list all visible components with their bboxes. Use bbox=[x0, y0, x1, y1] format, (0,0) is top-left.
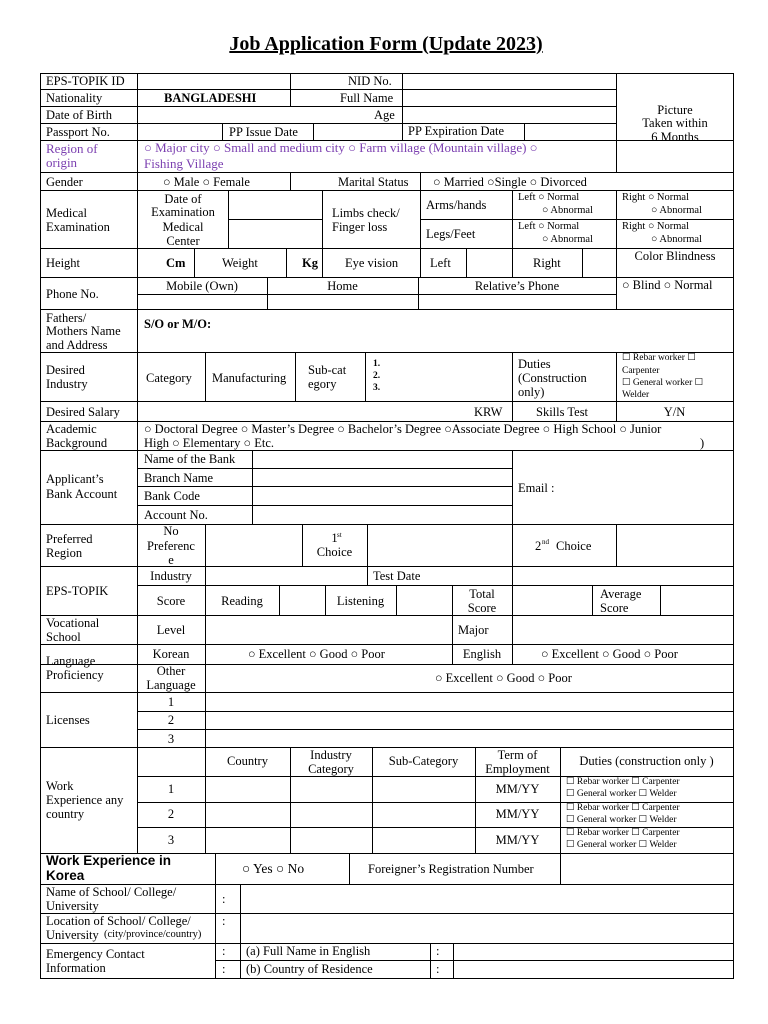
grid-line bbox=[279, 585, 280, 616]
label-eps-topik: EPS-TOPIK bbox=[46, 584, 109, 598]
label-vocational-school: Vocational bbox=[46, 616, 100, 630]
label-industry-category: Industry bbox=[310, 748, 352, 762]
label-desired-industry: Industry bbox=[46, 377, 88, 391]
label-medical-examination: Medical bbox=[46, 206, 87, 220]
grid-line bbox=[40, 106, 617, 107]
label-limbs-check: Limbs check/ bbox=[332, 206, 400, 220]
grid-line bbox=[290, 89, 291, 107]
label-region-of-origin: origin bbox=[46, 155, 78, 170]
label-region-of-origin: Region of bbox=[46, 141, 98, 156]
label-total-score: Score bbox=[467, 601, 497, 615]
duty-general-checkbox[interactable]: ☐ General worker ☐ bbox=[622, 378, 704, 388]
grid-line bbox=[430, 943, 431, 979]
grid-line bbox=[322, 248, 323, 278]
grid-line bbox=[512, 566, 513, 586]
grid-line bbox=[205, 615, 206, 645]
work-row-1: 1 bbox=[167, 782, 175, 796]
academic-options[interactable]: ○ Doctoral Degree ○ Master’s Degree ○ Bachelor’s Degree ○Associate Degree ○ High School ○ Junior bbox=[144, 422, 662, 436]
license-row-1: 1 bbox=[167, 695, 175, 709]
label-school-name: Name of School/ College/ bbox=[46, 885, 177, 899]
label-other-language: Language bbox=[146, 678, 196, 692]
label-sub-category-2: Sub-Category bbox=[388, 754, 459, 768]
label-location-hint: (city/province/country) bbox=[104, 929, 202, 940]
legs-left-abnormal[interactable]: ○ Abnormal bbox=[542, 234, 593, 245]
label-parents: Fathers/ bbox=[46, 311, 87, 325]
label-second-choice: 2 bbox=[535, 539, 542, 553]
nationality-value: BANGLADESHI bbox=[164, 91, 257, 105]
label-passport-no: Passport No. bbox=[46, 125, 110, 139]
grid-line bbox=[205, 352, 206, 402]
grid-line bbox=[40, 89, 617, 90]
grid-line bbox=[512, 352, 513, 402]
label-home: Home bbox=[327, 279, 358, 293]
label-listening: Listening bbox=[336, 594, 385, 608]
grid-line bbox=[512, 248, 513, 278]
grid-line bbox=[137, 73, 138, 141]
label-limbs-check: Finger loss bbox=[332, 220, 388, 234]
form-title: Job Application Form (Update 2023) bbox=[229, 33, 543, 55]
grid-line bbox=[40, 309, 734, 310]
label-no-preference: No bbox=[163, 524, 179, 538]
industry-choice-2: 2. bbox=[373, 371, 381, 381]
duty-carpenter-checkbox[interactable]: Carpenter bbox=[622, 366, 660, 376]
label-date-of-examination: Examination bbox=[151, 205, 215, 219]
grid-line bbox=[295, 352, 296, 402]
label-duties: only) bbox=[518, 385, 545, 399]
label-academic-background: Academic bbox=[46, 422, 97, 436]
label-weight: Weight bbox=[222, 256, 258, 270]
grid-line bbox=[453, 943, 454, 979]
grid-line bbox=[512, 190, 513, 249]
korea-yes-no-options[interactable]: ○ Yes ○ No bbox=[242, 861, 305, 876]
grid-line bbox=[290, 73, 291, 90]
label-vocational-school: School bbox=[46, 630, 81, 644]
grid-line bbox=[137, 140, 138, 173]
grid-line bbox=[560, 853, 561, 885]
label-work-experience: Experience any bbox=[46, 793, 124, 807]
grid-line bbox=[733, 73, 734, 979]
label-other-language: Other bbox=[156, 664, 186, 678]
label-medical-center: Center bbox=[166, 234, 200, 248]
label-average-score: Average bbox=[600, 587, 642, 601]
work-3-duty-general-welder[interactable]: ☐ General worker ☐ Welder bbox=[566, 840, 677, 850]
grid-line bbox=[616, 190, 617, 249]
colon: : bbox=[222, 944, 226, 958]
label-preferred-region: Preferred bbox=[46, 532, 93, 546]
label-average-score: Score bbox=[600, 601, 629, 615]
label-term-of-employment: Term of bbox=[497, 748, 538, 762]
picture-label: 6 Months bbox=[651, 130, 699, 144]
grid-line bbox=[137, 711, 734, 712]
label-cm: Cm bbox=[166, 256, 186, 270]
label-reading: Reading bbox=[221, 594, 263, 608]
label-pp-expiration-date: PP Expiration Date bbox=[408, 124, 505, 138]
work-2-duty-rebar-carpenter[interactable]: ☐ Rebar worker ☐ Carpenter bbox=[566, 803, 680, 813]
grid-line bbox=[40, 615, 734, 616]
label-english: English bbox=[462, 647, 502, 661]
grid-line bbox=[322, 190, 323, 249]
grid-line bbox=[205, 692, 206, 748]
arms-right-abnormal[interactable]: ○ Abnormal bbox=[651, 205, 702, 216]
label-duties: (Construction bbox=[518, 371, 587, 385]
label-desired-industry: Desired bbox=[46, 363, 85, 377]
label-kg: Kg bbox=[302, 256, 318, 270]
colon: : bbox=[222, 914, 226, 928]
label-eye-left: Left bbox=[430, 256, 451, 270]
label-branch-name: Branch Name bbox=[144, 471, 214, 485]
gender-options[interactable]: ○ Male ○ Female bbox=[163, 175, 250, 189]
grid-line bbox=[616, 524, 617, 567]
grid-line bbox=[205, 644, 206, 693]
grid-line bbox=[512, 615, 513, 645]
industry-choice-3: 3. bbox=[373, 383, 381, 393]
grid-line bbox=[40, 692, 734, 693]
grid-line bbox=[40, 73, 41, 979]
work-row-3: 3 bbox=[167, 833, 175, 847]
grid-line bbox=[40, 747, 734, 748]
grid-line bbox=[205, 566, 206, 586]
skills-test-yn[interactable]: Y/N bbox=[663, 405, 686, 419]
label-applicant-bank: Applicant’s bbox=[46, 472, 104, 486]
grid-line bbox=[582, 248, 583, 278]
colon: : bbox=[222, 962, 226, 976]
label-school-name: University bbox=[46, 899, 99, 913]
grid-line bbox=[137, 352, 138, 402]
label-school-location: University bbox=[46, 928, 99, 942]
grid-line bbox=[40, 190, 734, 191]
color-blindness-options[interactable]: ○ Blind ○ Normal bbox=[622, 278, 713, 292]
label-language-proficiency: Language bbox=[46, 654, 96, 668]
legs-left-options[interactable]: Left ○ Normal bbox=[518, 221, 580, 232]
grid-line bbox=[524, 123, 525, 141]
label-term-of-employment: Employment bbox=[485, 762, 550, 776]
grid-line bbox=[40, 978, 734, 979]
grid-line bbox=[40, 644, 734, 645]
grid-line bbox=[290, 172, 291, 191]
grid-line bbox=[194, 248, 195, 278]
grid-line bbox=[367, 566, 368, 586]
grid-line bbox=[592, 585, 593, 616]
label-foreigners-registration-number: Foreigner’s Registration Number bbox=[368, 862, 534, 876]
grid-line bbox=[402, 123, 403, 141]
arms-left-options[interactable]: Left ○ Normal bbox=[518, 192, 580, 203]
grid-line bbox=[137, 401, 138, 422]
grid-line bbox=[137, 585, 734, 586]
work-row-3-mmyy: MM/YY bbox=[495, 833, 540, 847]
label-level: Level bbox=[156, 623, 186, 637]
second-choice-sup: nd bbox=[542, 538, 549, 546]
label-no-preference: e bbox=[168, 553, 174, 567]
label-skills-test: Skills Test bbox=[536, 405, 589, 419]
label-medical-examination: Examination bbox=[46, 220, 110, 234]
grid-line bbox=[367, 524, 368, 567]
label-first-choice: 1 bbox=[331, 531, 338, 545]
label-preferred-region: Region bbox=[46, 546, 83, 560]
label-date-of-examination: Date of bbox=[164, 192, 202, 206]
legs-right-options[interactable]: Right ○ Normal bbox=[622, 221, 690, 232]
label-so-mo: S/O or M/O: bbox=[144, 317, 212, 331]
grid-line bbox=[402, 106, 403, 124]
other-language-options[interactable]: ○ Excellent ○ Good ○ Poor bbox=[435, 671, 572, 685]
grid-line bbox=[466, 248, 467, 278]
arms-left-abnormal[interactable]: ○ Abnormal bbox=[542, 205, 593, 216]
label-eps-topik-id: EPS-TOPIK ID bbox=[46, 74, 125, 88]
grid-line bbox=[205, 524, 206, 567]
korean-options[interactable]: ○ Excellent ○ Good ○ Poor bbox=[248, 647, 385, 661]
grid-line bbox=[137, 421, 138, 451]
grid-line bbox=[137, 450, 138, 525]
grid-line bbox=[137, 294, 617, 295]
label-industry: Industry bbox=[150, 569, 192, 583]
label-pp-issue-date: PP Issue Date bbox=[229, 125, 298, 139]
grid-line bbox=[40, 450, 734, 451]
label-nationality: Nationality bbox=[46, 91, 103, 105]
label-major: Major bbox=[458, 623, 489, 637]
label-nid-no: NID No. bbox=[348, 74, 392, 88]
grid-line bbox=[349, 853, 350, 885]
label-second-choice: Choice bbox=[556, 539, 592, 553]
grid-line bbox=[137, 505, 513, 506]
grid-line bbox=[420, 190, 421, 249]
work-1-duty-general-welder[interactable]: ☐ General worker ☐ Welder bbox=[566, 789, 677, 799]
label-work-experience: country bbox=[46, 807, 85, 821]
work-2-duty-general-welder[interactable]: ☐ General worker ☐ Welder bbox=[566, 815, 677, 825]
label-total-score: Total bbox=[469, 587, 495, 601]
grid-line bbox=[215, 853, 216, 885]
grid-line bbox=[616, 352, 617, 402]
picture-label: Picture bbox=[657, 103, 693, 117]
colon: : bbox=[436, 962, 440, 976]
grid-line bbox=[512, 450, 513, 525]
grid-line bbox=[240, 884, 241, 979]
grid-line bbox=[228, 190, 229, 249]
label-krw: KRW bbox=[474, 405, 503, 419]
label-eye-vision: Eye vision bbox=[345, 256, 399, 270]
label-industry-category: Category bbox=[308, 762, 354, 776]
grid-line bbox=[215, 960, 734, 961]
label-academic-background: Background bbox=[46, 436, 108, 450]
label-arms-hands: Arms/hands bbox=[426, 198, 487, 212]
colon: : bbox=[222, 892, 226, 906]
colon: : bbox=[436, 944, 440, 958]
label-marital-status: Marital Status bbox=[338, 175, 409, 189]
label-applicant-bank: Bank Account bbox=[46, 487, 118, 501]
label-school-location: Location of School/ College/ bbox=[46, 914, 191, 928]
label-no-preference: Preferenc bbox=[147, 539, 195, 553]
label-mobile-own: Mobile (Own) bbox=[166, 279, 238, 293]
grid-line bbox=[402, 89, 403, 107]
grid-line bbox=[215, 884, 216, 979]
label-test-date: Test Date bbox=[373, 569, 421, 583]
grid-line bbox=[40, 172, 734, 173]
label-bank-name: Name of the Bank bbox=[144, 452, 236, 466]
grid-line bbox=[228, 219, 323, 220]
grid-line bbox=[137, 309, 138, 353]
label-phone-no: Phone No. bbox=[46, 287, 99, 301]
grid-line bbox=[137, 248, 138, 278]
label-account-no: Account No. bbox=[144, 508, 208, 522]
grid-line bbox=[396, 585, 397, 616]
grid-line bbox=[286, 248, 287, 278]
label-first-choice: Choice bbox=[316, 545, 353, 559]
grid-line bbox=[313, 123, 314, 141]
label-medical-center: Medical bbox=[162, 220, 204, 234]
label-date-of-birth: Date of Birth bbox=[46, 108, 112, 122]
academic-close-paren: ) bbox=[700, 436, 705, 450]
label-sub-category: egory bbox=[308, 377, 337, 391]
label-height: Height bbox=[46, 256, 81, 270]
label-parents: Mothers Name bbox=[46, 324, 121, 338]
label-score: Score bbox=[156, 594, 186, 608]
grid-line bbox=[512, 585, 513, 616]
duty-welder-checkbox[interactable]: Welder bbox=[622, 390, 650, 400]
license-row-3: 3 bbox=[167, 732, 175, 746]
label-legs-feet: Legs/Feet bbox=[426, 227, 476, 241]
work-row-1-mmyy: MM/YY bbox=[495, 782, 540, 796]
label-emergency-contact: Emergency Contact bbox=[46, 947, 145, 961]
grid-line bbox=[512, 524, 513, 567]
label-country: Country bbox=[227, 754, 268, 768]
grid-line bbox=[452, 615, 453, 645]
industry-choice-1: 1. bbox=[373, 359, 381, 369]
grid-line bbox=[365, 352, 366, 402]
work-row-2: 2 bbox=[167, 807, 175, 821]
label-korean: Korean bbox=[152, 647, 190, 661]
marital-options[interactable]: ○ Married ○Single ○ Divorced bbox=[433, 175, 587, 189]
license-row-2: 2 bbox=[167, 713, 175, 727]
label-relatives-phone: Relative’s Phone bbox=[474, 279, 560, 293]
label-full-name: Full Name bbox=[340, 91, 394, 105]
grid-line bbox=[420, 172, 421, 191]
work-row-2-mmyy: MM/YY bbox=[495, 807, 540, 821]
grid-line bbox=[40, 123, 617, 124]
grid-line bbox=[137, 729, 734, 730]
duty-rebar-checkbox[interactable]: ☐ Rebar worker ☐ bbox=[622, 353, 696, 363]
label-email: Email : bbox=[518, 481, 555, 495]
label-color-blindness: Color Blindness bbox=[634, 249, 716, 263]
label-bank-code: Bank Code bbox=[144, 489, 200, 503]
grid-line bbox=[40, 943, 734, 944]
picture-label: Taken within bbox=[642, 116, 708, 130]
label-language-proficiency: Proficiency bbox=[46, 668, 104, 682]
label-licenses: Licenses bbox=[46, 713, 90, 727]
work-3-duty-rebar-carpenter[interactable]: ☐ Rebar worker ☐ Carpenter bbox=[566, 828, 680, 838]
work-1-duty-rebar-carpenter[interactable]: ☐ Rebar worker ☐ Carpenter bbox=[566, 777, 680, 787]
legs-right-abnormal[interactable]: ○ Abnormal bbox=[651, 234, 702, 245]
region-options[interactable]: ○ Major city ○ Small and medium city ○ Farm village (Mountain village) ○ bbox=[144, 140, 538, 155]
grid-line bbox=[40, 401, 734, 402]
label-duties-construction: Duties (construction only ) bbox=[579, 754, 714, 768]
label-age: Age bbox=[374, 108, 395, 122]
label-emergency-contact: Information bbox=[46, 961, 106, 975]
grid-line bbox=[252, 450, 253, 525]
academic-options[interactable]: High ○ Elementary ○ Etc. bbox=[144, 436, 274, 450]
grid-line bbox=[137, 486, 513, 487]
label-work-experience-korea: Korea bbox=[46, 868, 85, 883]
grid-line bbox=[420, 248, 421, 278]
grid-line bbox=[137, 468, 513, 469]
region-options[interactable]: Fishing Village bbox=[144, 156, 224, 171]
label-sub-category: Sub-cat bbox=[308, 363, 347, 377]
label-category: Category bbox=[146, 371, 192, 385]
first-choice-sup: st bbox=[337, 531, 342, 539]
label-gender: Gender bbox=[46, 175, 83, 189]
grid-line bbox=[137, 172, 138, 191]
grid-line bbox=[222, 123, 223, 141]
grid-line bbox=[512, 401, 513, 422]
label-eye-right: Right bbox=[533, 256, 561, 270]
grid-line bbox=[512, 644, 513, 665]
label-work-experience: Work bbox=[46, 779, 74, 793]
label-parents: and Address bbox=[46, 338, 108, 352]
label-full-name-english: (a) Full Name in English bbox=[246, 944, 371, 958]
label-work-experience-korea: Work Experience in bbox=[46, 853, 172, 868]
grid-line bbox=[660, 585, 661, 616]
label-manufacturing: Manufacturing bbox=[212, 371, 287, 385]
english-options[interactable]: ○ Excellent ○ Good ○ Poor bbox=[541, 647, 678, 661]
label-desired-salary: Desired Salary bbox=[46, 405, 120, 419]
grid-line bbox=[420, 219, 734, 220]
label-duties: Duties bbox=[518, 357, 551, 371]
arms-right-options[interactable]: Right ○ Normal bbox=[622, 192, 690, 203]
label-country-of-residence: (b) Country of Residence bbox=[246, 962, 373, 976]
